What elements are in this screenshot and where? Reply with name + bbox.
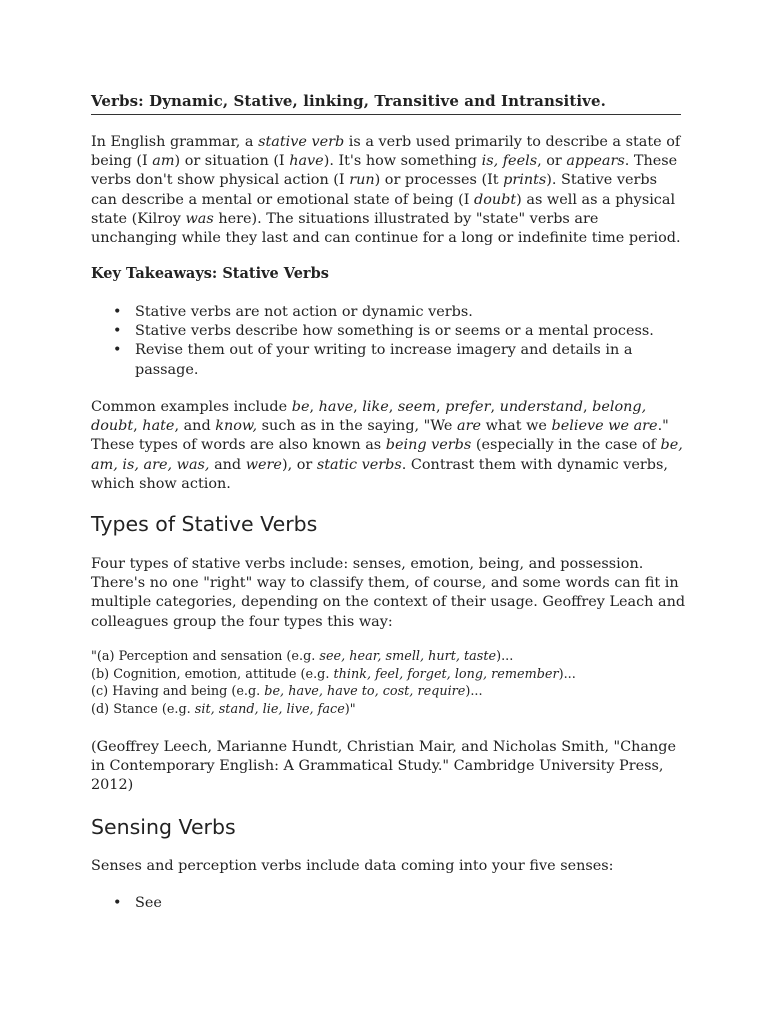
- emphasis: like: [362, 399, 389, 415]
- citation-paragraph: (Geoffrey Leech, Marianne Hundt, Christian Mair, and Nicholas Smith, "Change in Contemporary English: A Grammatical Study." Cambridge University Press, 2012): [91, 739, 676, 794]
- emphasis: be: [291, 399, 310, 415]
- text: ,: [353, 399, 363, 415]
- list-item: [91, 322, 686, 341]
- list-item: [91, 341, 686, 379]
- text: what we: [481, 418, 552, 435]
- list-item: [91, 303, 686, 322]
- text: "(a) Perception and sensation (e.g.: [91, 649, 320, 664]
- text: . These verbs don't show physical action (I: [91, 153, 678, 189]
- emphasis: hate: [142, 418, 175, 435]
- list-item: [91, 894, 686, 913]
- bullet-icon: •: [113, 323, 122, 340]
- emphasis: were: [245, 456, 282, 473]
- types-paragraph: Four types of stative verbs include: senses, emotion, being, and possession. There's no one "right" way to classify them, of course, and some words can fit in multiple categories, depending on the context of their usage. Geoffrey Leach and colleagues group the four types this way:: [91, 556, 686, 630]
- bullet-icon: •: [113, 304, 122, 320]
- bullet-icon: •: [113, 895, 122, 911]
- quote-line: [91, 683, 686, 701]
- emphasis: seem: [397, 399, 436, 415]
- emphasis: prints: [503, 172, 547, 189]
- quote-line: [91, 666, 686, 684]
- text: ,: [583, 399, 593, 415]
- text: . Contrast them with dynamic verbs, which show action.: [91, 456, 668, 492]
- list-item-text: Stative verbs describe how something is or seems or a mental process.: [135, 323, 654, 340]
- text: , or: [537, 153, 567, 170]
- emphasis: appears: [566, 153, 625, 170]
- text: is a verb used primarily to describe a state of being (I: [91, 134, 681, 170]
- emphasis: know,: [215, 418, 258, 435]
- text: , and: [174, 418, 216, 435]
- emphasis: static verbs: [316, 456, 402, 473]
- text: ), or: [281, 456, 317, 473]
- quote-line: [91, 701, 686, 719]
- list-item-text: See: [135, 895, 162, 911]
- text: In English grammar, a: [91, 134, 259, 150]
- takeaways-list: [91, 303, 686, 380]
- list-item-text: Revise them out of your writing to increase imagery and details in a passage.: [135, 342, 633, 378]
- emphasis: are: [457, 418, 481, 435]
- emphasis: belong, doubt: [91, 399, 647, 435]
- text: (b) Cognition, emotion, attitude (e.g.: [91, 666, 334, 682]
- emphasis: prefer: [445, 399, 491, 415]
- text: ). Stative verbs can describe a mental or emotional state of being (I: [91, 172, 658, 208]
- text: ) or situation (I: [174, 153, 290, 170]
- document-title: Verbs: Dynamic, Stative, linking, Transitive and Intransitive.: [91, 92, 681, 115]
- emphasis: am: [152, 153, 175, 170]
- types-quote: [91, 648, 686, 718]
- sensing-paragraph: Senses and perception verbs include data coming into your five senses:: [91, 858, 614, 874]
- emphasis: be, am, is, are, was,: [91, 437, 683, 473]
- takeaways-heading: Key Takeaways: Stative Verbs: [91, 265, 329, 282]
- sensing-list: [91, 894, 686, 913]
- text: )...: [465, 684, 483, 700]
- emphasis: run: [349, 172, 375, 189]
- types-heading: Types of Stative Verbs: [91, 512, 318, 536]
- text: )...: [558, 666, 576, 682]
- emphasis: was: [185, 210, 214, 227]
- text: ,: [388, 399, 398, 415]
- text: ) as well as a physical state (Kilroy: [91, 191, 676, 227]
- list-item-text: Stative verbs are not action or dynamic verbs.: [135, 304, 473, 320]
- quote-line: [91, 648, 686, 666]
- emphasis: doubt: [474, 191, 517, 208]
- emphasis: sit, stand, lie, live, face: [194, 701, 345, 717]
- emphasis: have: [289, 153, 324, 170]
- text: ,: [309, 399, 319, 415]
- sensing-heading: Sensing Verbs: [91, 815, 236, 839]
- text: here). The situations illustrated by "state" verbs are unchanging while they last and can continue for a long or indefinite time period.: [91, 210, 681, 247]
- text: ). It's how something: [323, 153, 482, 170]
- emphasis: believe we are: [551, 418, 658, 435]
- emphasis: think, feel, forget, long, remember: [333, 666, 559, 682]
- text: such as in the saying, "We: [257, 418, 458, 435]
- text: ,: [490, 399, 500, 415]
- emphasis: stative verb: [258, 134, 345, 150]
- emphasis: understand: [499, 399, 583, 415]
- text: )...: [496, 649, 514, 664]
- text: (especially in the case of: [471, 437, 661, 454]
- text: ,: [435, 399, 446, 415]
- emphasis: have: [318, 399, 354, 415]
- text: )": [344, 701, 356, 717]
- text: and: [209, 456, 246, 473]
- emphasis: is, feels: [481, 153, 538, 170]
- examples-paragraph: [91, 398, 686, 494]
- text: ." These types of words are also known as: [91, 418, 669, 454]
- emphasis: being verbs: [385, 437, 472, 454]
- emphasis: be, have, have to, cost, require: [264, 684, 466, 700]
- text: ) or processes (It: [374, 172, 504, 189]
- bullet-icon: •: [113, 342, 122, 359]
- text: (d) Stance (e.g.: [91, 701, 195, 717]
- text: Common examples include: [91, 399, 292, 415]
- intro-paragraph: [91, 133, 686, 248]
- text: ,: [133, 418, 143, 435]
- emphasis: see, hear, smell, hurt, taste: [319, 649, 497, 664]
- text: (c) Having and being (e.g.: [91, 684, 265, 700]
